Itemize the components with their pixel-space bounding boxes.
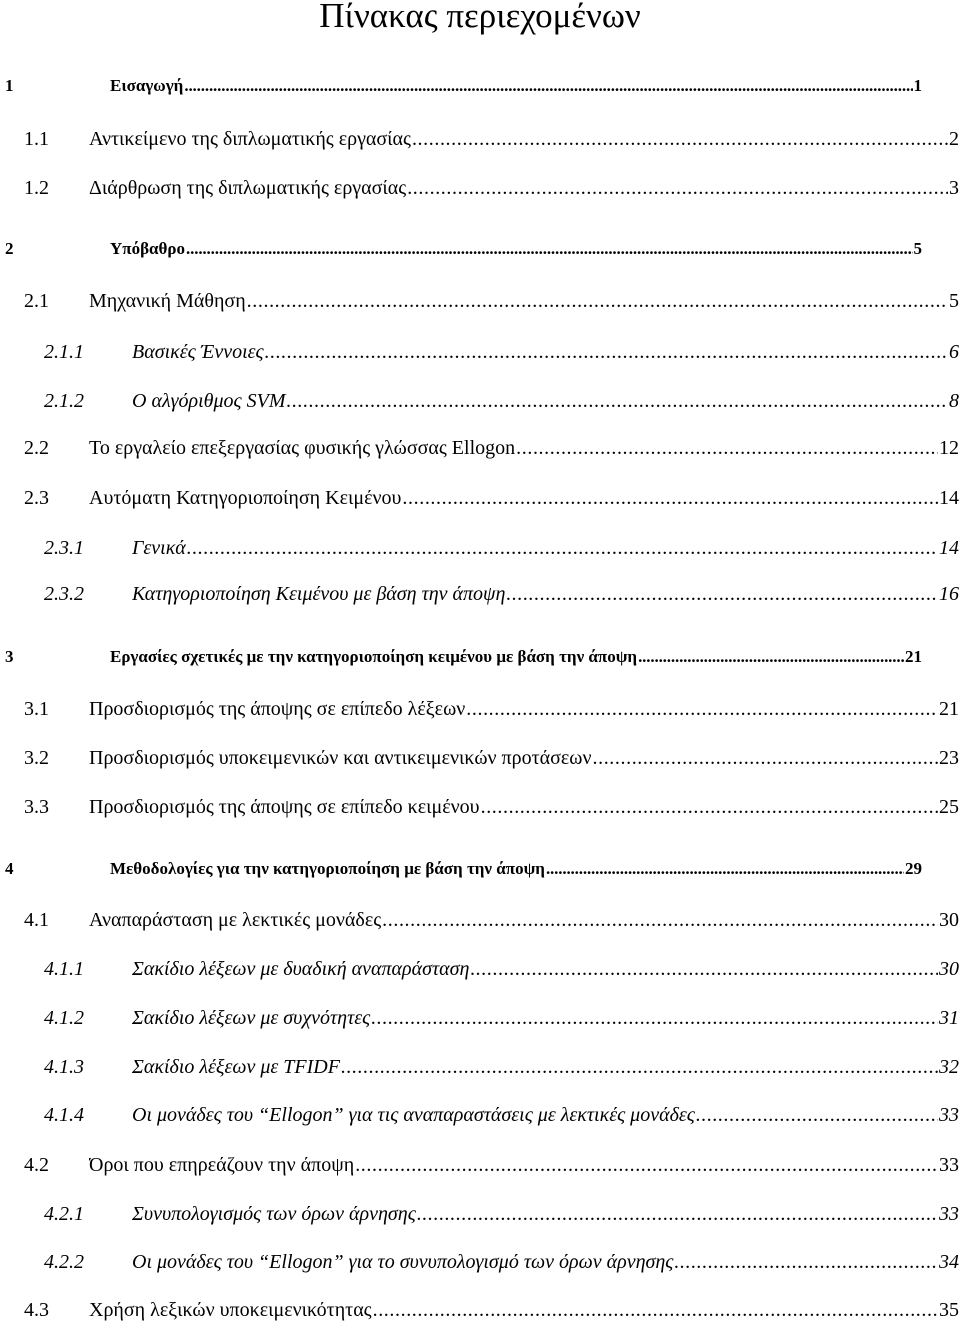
toc-entry-title: Το εργαλείο επεξεργασίας φυσικής γλώσσας Ellogon bbox=[89, 437, 516, 459]
dot-leader bbox=[516, 435, 938, 461]
toc-entry-title: Αυτόματη Κατηγοριοποίηση Κειμένου bbox=[89, 487, 402, 509]
toc-entry-page: 33 bbox=[939, 1154, 959, 1176]
toc-entry-page: 31 bbox=[939, 1007, 959, 1029]
toc-entry-title: Σακίδιο λέξεων με TFIDF bbox=[132, 1056, 340, 1078]
dot-leader bbox=[546, 856, 904, 882]
dot-leader bbox=[417, 1201, 938, 1227]
dot-leader bbox=[412, 126, 948, 152]
dot-leader bbox=[247, 288, 948, 314]
toc-entry-page: 5 bbox=[913, 239, 922, 258]
dot-leader bbox=[481, 794, 938, 820]
toc-entry-title: Προσδιορισμός της άποψης σε επίπεδο κειμένου bbox=[89, 796, 480, 818]
toc-entry-number: 4.2.2 bbox=[44, 1251, 84, 1273]
toc-entry-title: Βασικές Έννοιες bbox=[132, 341, 264, 363]
dot-leader bbox=[371, 1005, 938, 1031]
toc-entry-page: 30 bbox=[939, 909, 959, 931]
toc-entry-number: 4.1.3 bbox=[44, 1056, 84, 1078]
dot-leader bbox=[674, 1249, 938, 1275]
toc-entry-title: Αναπαράσταση με λεκτικές μονάδες bbox=[89, 909, 382, 931]
dot-leader bbox=[407, 175, 948, 201]
toc-entry-number: 4.1.1 bbox=[44, 958, 84, 980]
dot-leader bbox=[402, 485, 938, 511]
toc-entry-page: 12 bbox=[939, 437, 959, 459]
dot-leader bbox=[470, 956, 938, 982]
toc-entry-title: Συνυπολογισμός των όρων άρνησης bbox=[132, 1203, 416, 1225]
toc-entry-number: 1.2 bbox=[24, 177, 49, 199]
toc-entry-number: 4.3 bbox=[24, 1299, 49, 1321]
toc-entry-title: Μηχανική Μάθηση bbox=[89, 290, 246, 312]
toc-entry-number: 4.2.1 bbox=[44, 1203, 84, 1225]
toc-entry-number: 3 bbox=[5, 647, 14, 666]
toc-entry-number: 4.1.4 bbox=[44, 1104, 84, 1126]
page-title: Πίνακας περιεχομένων bbox=[319, 0, 641, 35]
dot-leader bbox=[355, 1152, 938, 1178]
toc-entry-title: Οι μονάδες του “Ellogon” για τις αναπαραστάσεις με λεκτικές μονάδες bbox=[132, 1104, 695, 1126]
dot-leader bbox=[638, 644, 904, 670]
toc-entry-page: 33 bbox=[939, 1203, 959, 1225]
toc-entry-page: 14 bbox=[939, 537, 959, 559]
toc-entry-number: 2 bbox=[5, 239, 14, 258]
dot-leader bbox=[373, 1297, 938, 1323]
toc-entry-title: Όροι που επηρεάζουν την άποψη bbox=[89, 1154, 355, 1176]
dot-leader bbox=[593, 745, 939, 771]
dot-leader bbox=[287, 388, 949, 414]
toc-entry-page: 30 bbox=[939, 958, 959, 980]
toc-entry-number: 2.1.2 bbox=[44, 390, 84, 412]
toc-entry-page: 16 bbox=[939, 583, 959, 605]
dot-leader bbox=[341, 1054, 938, 1080]
toc-entry-title: Διάρθρωση της διπλωματικής εργασίας bbox=[89, 177, 407, 199]
toc-entry-title: Μεθοδολογίες για την κατηγοριοποίηση με βάση την άποψη bbox=[110, 859, 545, 878]
toc-entry-number: 1.1 bbox=[24, 128, 49, 150]
toc-entry-number: 3.3 bbox=[24, 796, 49, 818]
toc-entry-title: Ο αλγόριθμος SVM bbox=[132, 390, 286, 412]
toc-entry-page: 21 bbox=[939, 698, 959, 720]
toc-entry-page: 8 bbox=[949, 390, 959, 412]
dot-leader bbox=[696, 1102, 938, 1128]
toc-entry-number: 2.1.1 bbox=[44, 341, 84, 363]
toc-entry-number: 2.3.2 bbox=[44, 583, 84, 605]
toc-entry-title: Αντικείμενο της διπλωματικής εργασίας bbox=[89, 128, 411, 150]
toc-entry-number: 4.2 bbox=[24, 1154, 49, 1176]
toc-entry-page: 2 bbox=[949, 128, 959, 150]
toc-entry-page: 23 bbox=[939, 747, 959, 769]
dot-leader bbox=[466, 696, 938, 722]
toc-entry-number: 2.1 bbox=[24, 290, 49, 312]
toc-entry-number: 2.3.1 bbox=[44, 537, 84, 559]
toc-entry-title: Προσδιορισμός υποκειμενικών και αντικειμενικών προτάσεων bbox=[89, 747, 592, 769]
dot-leader bbox=[506, 581, 938, 607]
toc-entry-title: Οι μονάδες του “Ellogon” για το συνυπολογισμό των όρων άρνησης bbox=[132, 1251, 674, 1273]
toc-entry-title: Υπόβαθρο bbox=[110, 239, 186, 258]
toc-entry-title: Κατηγοριοποίηση Κειμένου με βάση την άποψη bbox=[132, 583, 506, 605]
dot-leader bbox=[187, 535, 938, 561]
toc-entry-number: 2.3 bbox=[24, 487, 49, 509]
toc-entry-page: 32 bbox=[939, 1056, 959, 1078]
toc-entry-page: 21 bbox=[905, 647, 922, 666]
toc-entry-number: 4.1 bbox=[24, 909, 49, 931]
toc-entry-title: Εισαγωγή bbox=[110, 76, 184, 95]
toc-entry-page: 34 bbox=[939, 1251, 959, 1273]
toc-entry-title: Προσδιορισμός της άποψης σε επίπεδο λέξεων bbox=[89, 698, 466, 720]
toc-entry-title: Σακίδιο λέξεων με δυαδική αναπαράσταση bbox=[132, 958, 470, 980]
toc-entry-page: 35 bbox=[939, 1299, 959, 1321]
toc-entry-page: 14 bbox=[939, 487, 959, 509]
toc-entry-page: 1 bbox=[913, 76, 922, 95]
dot-leader bbox=[186, 236, 912, 262]
dot-leader bbox=[265, 339, 948, 365]
toc-entry-number: 3.1 bbox=[24, 698, 49, 720]
toc-entry-title: Εργασίες σχετικές με την κατηγοριοποίηση κειμένου με βάση την άποψη bbox=[110, 647, 638, 666]
toc-entry-page: 6 bbox=[949, 341, 959, 363]
toc-entry-page: 33 bbox=[939, 1104, 959, 1126]
toc-entry-page: 25 bbox=[939, 796, 959, 818]
toc-entry-page: 5 bbox=[949, 290, 959, 312]
toc-entry-title: Σακίδιο λέξεων με συχνότητες bbox=[132, 1007, 371, 1029]
toc-entry-number: 3.2 bbox=[24, 747, 49, 769]
toc-entry-number: 4.1.2 bbox=[44, 1007, 84, 1029]
dot-leader bbox=[382, 907, 938, 933]
toc-entry-page: 3 bbox=[949, 177, 959, 199]
toc-entry-title: Γενικά bbox=[132, 537, 186, 559]
toc-entry-title: Χρήση λεξικών υποκειμενικότητας bbox=[89, 1299, 372, 1321]
toc-entry-number: 1 bbox=[5, 76, 14, 95]
toc-entry-page: 29 bbox=[905, 859, 922, 878]
dot-leader bbox=[184, 73, 912, 99]
toc-entry-number: 4 bbox=[5, 859, 14, 878]
toc-entry-number: 2.2 bbox=[24, 437, 49, 459]
